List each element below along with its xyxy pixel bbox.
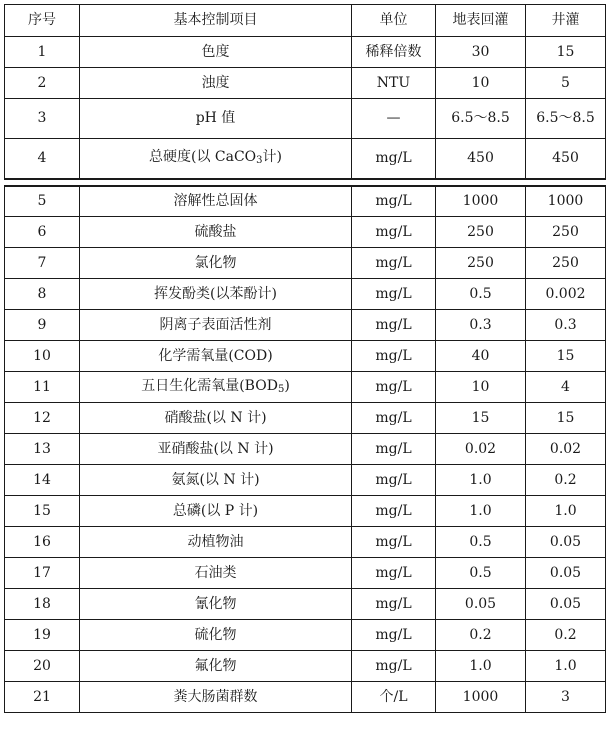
cell-unit: mg/L (352, 341, 436, 372)
header-unit: 单位 (352, 5, 436, 37)
cell-unit: mg/L (352, 527, 436, 558)
cell-no: 19 (5, 620, 80, 651)
table-row (5, 403, 606, 434)
table-row (5, 37, 606, 68)
header-no: 序号 (5, 5, 80, 37)
table-row (5, 682, 606, 713)
cell-well: 250 (526, 248, 606, 279)
cell-no: 10 (5, 341, 80, 372)
cell-item: 挥发酚类(以苯酚计) (80, 279, 352, 310)
cell-no: 15 (5, 496, 80, 527)
table-row (5, 589, 606, 620)
cell-no: 12 (5, 403, 80, 434)
cell-no: 5 (5, 186, 80, 217)
cell-surface: 0.02 (436, 434, 526, 465)
cell-well: 0.05 (526, 558, 606, 589)
table-row (5, 310, 606, 341)
item-text: 五日生化需氧量(BOD (141, 378, 278, 394)
cell-no: 1 (5, 37, 80, 68)
item-text-suffix: 计) (262, 149, 282, 166)
cell-unit: mg/L (352, 217, 436, 248)
cell-well: 3 (526, 682, 606, 713)
cell-well: 450 (526, 139, 606, 179)
cell-item: 色度 (80, 37, 352, 68)
cell-surface: 1.0 (436, 496, 526, 527)
cell-surface: 1000 (436, 186, 526, 217)
cell-surface: 450 (436, 139, 526, 179)
cell-surface: 0.5 (436, 527, 526, 558)
cell-well: 5 (526, 68, 606, 99)
water-quality-table-container (4, 4, 605, 713)
cell-unit: mg/L (352, 310, 436, 341)
cell-surface: 250 (436, 248, 526, 279)
cell-unit: mg/L (352, 248, 436, 279)
cell-item: 氰化物 (80, 589, 352, 620)
cell-no: 7 (5, 248, 80, 279)
cell-well: 1000 (526, 186, 606, 217)
table-row (5, 651, 606, 682)
item-text: 总硬度(以 CaCO (148, 149, 257, 166)
cell-surface: 40 (436, 341, 526, 372)
header-surface-recharge: 地表回灌 (436, 5, 526, 37)
cell-well: 0.05 (526, 589, 606, 620)
table-row (5, 99, 606, 139)
cell-surface: 1.0 (436, 651, 526, 682)
cell-surface: 0.5 (436, 279, 526, 310)
cell-unit: mg/L (352, 558, 436, 589)
cell-surface: 0.3 (436, 310, 526, 341)
cell-well: 6.5～8.5 (526, 99, 606, 139)
cell-item (80, 372, 352, 403)
cell-item: 氟化物 (80, 651, 352, 682)
cell-item: 石油类 (80, 558, 352, 589)
cell-item: 硫化物 (80, 620, 352, 651)
cell-well: 0.2 (526, 465, 606, 496)
cell-surface: 0.5 (436, 558, 526, 589)
table-row (5, 186, 606, 217)
divider-cell (5, 179, 606, 186)
cell-surface: 6.5～8.5 (436, 99, 526, 139)
table-header (5, 5, 606, 37)
table-row (5, 527, 606, 558)
cell-no: 17 (5, 558, 80, 589)
cell-unit: — (352, 99, 436, 139)
cell-well: 0.02 (526, 434, 606, 465)
cell-no: 14 (5, 465, 80, 496)
cell-unit: mg/L (352, 496, 436, 527)
cell-unit: mg/L (352, 589, 436, 620)
cell-well: 1.0 (526, 651, 606, 682)
cell-no: 4 (5, 139, 80, 179)
cell-well: 15 (526, 341, 606, 372)
cell-unit: mg/L (352, 465, 436, 496)
cell-item: pH 值 (80, 99, 352, 139)
cell-surface: 15 (436, 403, 526, 434)
cell-well: 0.3 (526, 310, 606, 341)
cell-unit: NTU (352, 68, 436, 99)
table-row (5, 279, 606, 310)
cell-unit: mg/L (352, 651, 436, 682)
table-row (5, 68, 606, 99)
cell-item: 亚硝酸盐(以 N 计) (80, 434, 352, 465)
cell-no: 18 (5, 589, 80, 620)
cell-surface: 0.05 (436, 589, 526, 620)
cell-no: 13 (5, 434, 80, 465)
cell-unit: mg/L (352, 139, 436, 179)
section-divider (5, 179, 606, 186)
cell-surface: 30 (436, 37, 526, 68)
cell-unit: mg/L (352, 403, 436, 434)
cell-well: 250 (526, 217, 606, 248)
header-row (5, 5, 606, 37)
table-row (5, 341, 606, 372)
cell-surface: 1.0 (436, 465, 526, 496)
cell-surface: 10 (436, 68, 526, 99)
cell-item (80, 139, 352, 179)
table-row (5, 139, 606, 179)
table-row (5, 248, 606, 279)
cell-item: 总磷(以 P 计) (80, 496, 352, 527)
cell-item: 硝酸盐(以 N 计) (80, 403, 352, 434)
cell-surface: 250 (436, 217, 526, 248)
cell-no: 9 (5, 310, 80, 341)
cell-well: 0.2 (526, 620, 606, 651)
cell-no: 11 (5, 372, 80, 403)
cell-item: 粪大肠菌群数 (80, 682, 352, 713)
cell-well: 4 (526, 372, 606, 403)
cell-unit: 稀释倍数 (352, 37, 436, 68)
cell-item: 化学需氧量(COD) (80, 341, 352, 372)
table-row (5, 620, 606, 651)
cell-item: 浊度 (80, 68, 352, 99)
item-subscript: 5 (277, 384, 285, 395)
cell-well: 1.0 (526, 496, 606, 527)
cell-unit: 个/L (352, 682, 436, 713)
cell-unit: mg/L (352, 186, 436, 217)
cell-unit: mg/L (352, 279, 436, 310)
cell-no: 21 (5, 682, 80, 713)
cell-well: 15 (526, 37, 606, 68)
cell-unit: mg/L (352, 434, 436, 465)
cell-item: 氨氮(以 N 计) (80, 465, 352, 496)
cell-unit: mg/L (352, 620, 436, 651)
cell-unit: mg/L (352, 372, 436, 403)
cell-no: 8 (5, 279, 80, 310)
header-well-recharge: 井灌 (526, 5, 606, 37)
cell-item: 硫酸盐 (80, 217, 352, 248)
cell-surface: 1000 (436, 682, 526, 713)
cell-surface: 10 (436, 372, 526, 403)
header-item: 基本控制项目 (80, 5, 352, 37)
cell-surface: 0.2 (436, 620, 526, 651)
cell-item: 溶解性总固体 (80, 186, 352, 217)
cell-no: 2 (5, 68, 80, 99)
table-row (5, 434, 606, 465)
cell-well: 15 (526, 403, 606, 434)
cell-item: 动植物油 (80, 527, 352, 558)
cell-no: 3 (5, 99, 80, 139)
cell-well: 0.05 (526, 527, 606, 558)
cell-no: 6 (5, 217, 80, 248)
item-text-suffix: ) (284, 378, 290, 394)
cell-well: 0.002 (526, 279, 606, 310)
item-subscript: 3 (256, 155, 263, 167)
table-row (5, 372, 606, 403)
table-row (5, 496, 606, 527)
cell-no: 20 (5, 651, 80, 682)
water-quality-table (4, 4, 606, 713)
cell-no: 16 (5, 527, 80, 558)
table-row (5, 558, 606, 589)
cell-item: 氯化物 (80, 248, 352, 279)
table-row (5, 465, 606, 496)
cell-item: 阴离子表面活性剂 (80, 310, 352, 341)
table-row (5, 217, 606, 248)
table-body (5, 37, 606, 713)
